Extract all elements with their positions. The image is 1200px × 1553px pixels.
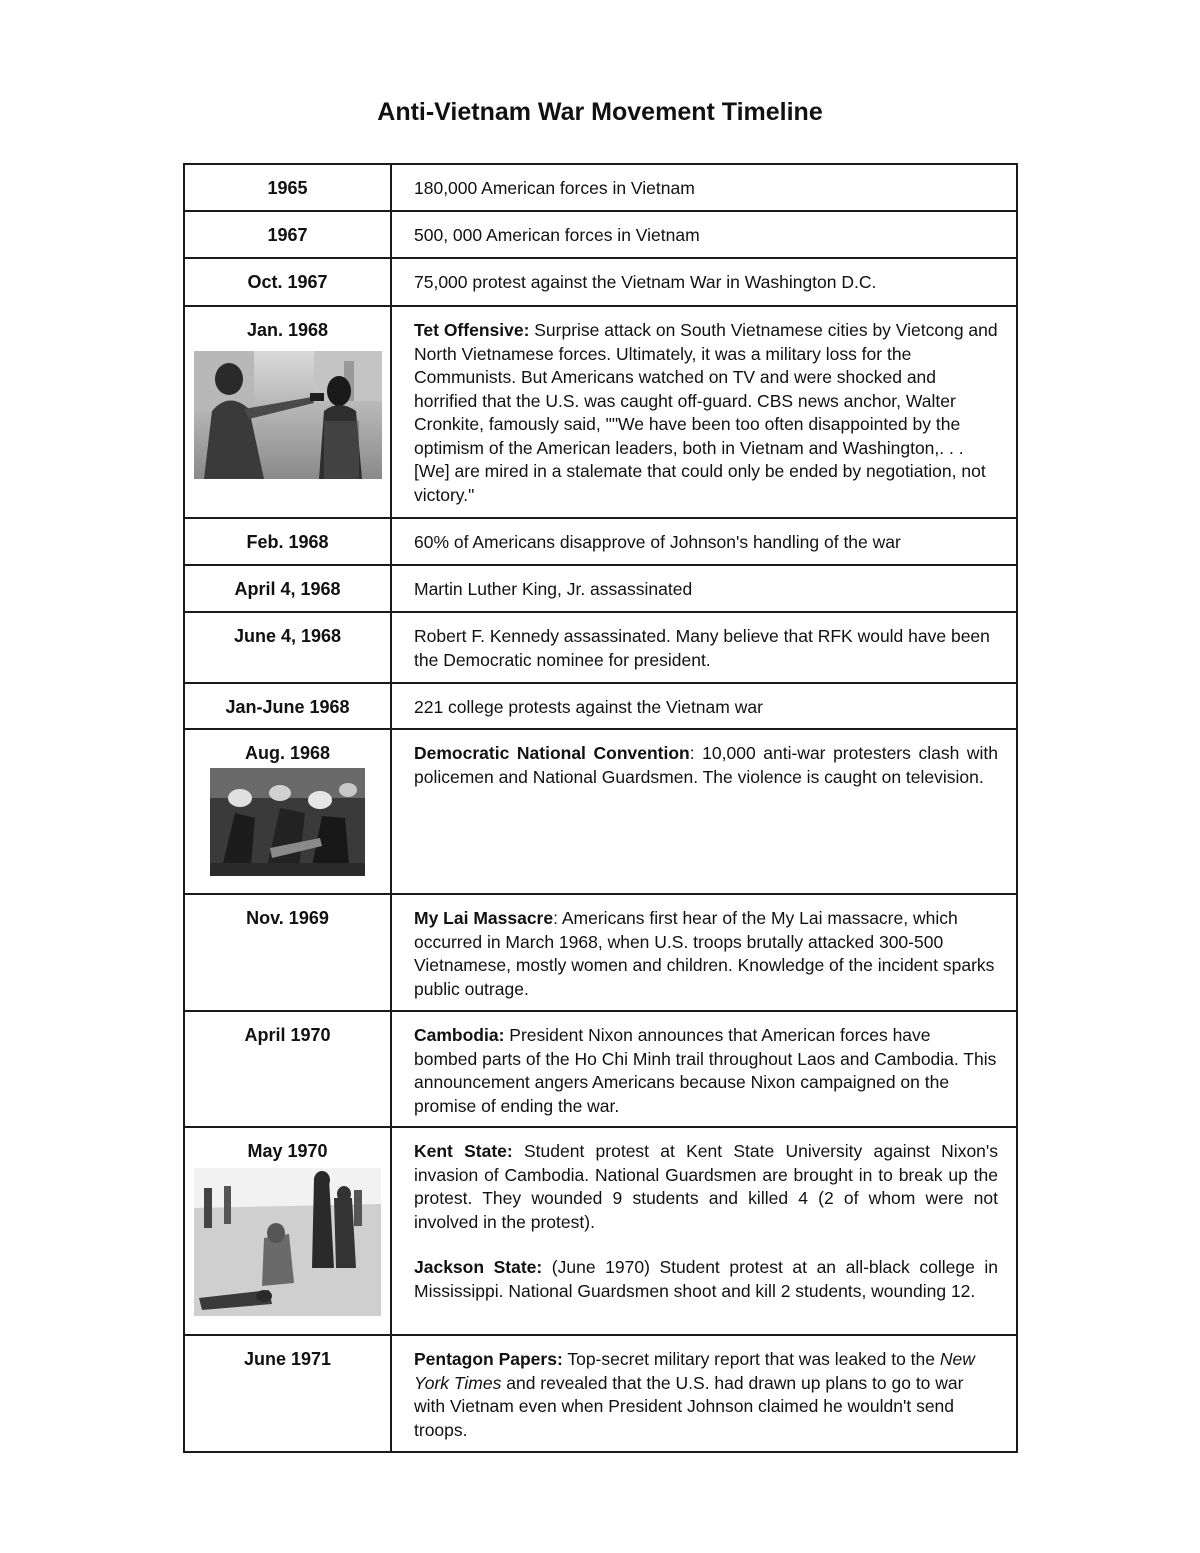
timeline-row: [184, 1127, 1017, 1335]
execution-photo: [194, 351, 382, 479]
page-title: Anti-Vietnam War Movement Timeline: [377, 98, 823, 126]
kent-state-photo: [194, 1168, 381, 1316]
row-event: Robert F. Kennedy assassinated. Many believe that RFK would have been the Democratic nominee for president.: [391, 612, 1017, 683]
event-text: : 10,000 anti-war protesters clash with policemen and National Guardsmen. The violence is caught on television.: [414, 743, 998, 787]
row-event: 500, 000 American forces in Vietnam: [391, 211, 1017, 258]
spacer: [414, 1234, 998, 1256]
timeline-row: [184, 518, 1017, 565]
row-date: June 4, 1968: [184, 612, 391, 683]
timeline-row: [184, 612, 1017, 683]
timeline-row: [184, 565, 1017, 612]
event-text: Surprise attack on South Vietnamese cities by Vietcong and North Vietnamese forces. Ultimately, it was a military loss for the Communists. But Americans watched on TV and were shocked and horrified that the U.S. was caught off-guard. CBS news anchor, Walter Cronkite, famously said, ""We have been too often disappointed by the optimism of the American leaders, both in Vietnam and Washington,. . . [We] are mired in a stalemate that could only be ended by negotiation, not victory.": [414, 320, 998, 505]
event-heading-secondary: Jackson State:: [414, 1257, 543, 1277]
row-date: 1965: [184, 164, 391, 211]
row-date: April 1970: [184, 1011, 391, 1127]
row-date: Oct. 1967: [184, 258, 391, 306]
timeline-row: [184, 1011, 1017, 1127]
event-text: and revealed that the U.S. had drawn up plans to go to war with Vietnam even when President Johnson claimed he wouldn't send troops.: [414, 1372, 964, 1440]
row-event: 221 college protests against the Vietnam war: [391, 683, 1017, 729]
row-date: Aug. 1968: [244, 743, 331, 763]
event-heading: Tet Offensive:: [414, 320, 530, 340]
timeline-row: [184, 211, 1017, 258]
event-text-secondary: (June 1970) Student protest at an all-black college in Mississippi. National Guardsmen shoot and kill 2 students, wounding 12.: [414, 1257, 998, 1301]
event-heading: Kent State:: [414, 1141, 513, 1161]
event-text: : Americans first hear of the My Lai massacre, which occurred in March 1968, when U.S. troops brutally attacked 300-500 Vietnamese, mostly women and children. Knowledge of the incident sparks public outrage.: [414, 908, 995, 999]
timeline-row: [184, 729, 1017, 894]
timeline-row: [184, 306, 1017, 518]
event-heading: Democratic National Convention: [414, 743, 690, 763]
row-date: April 4, 1968: [184, 565, 391, 612]
timeline-row: [184, 1335, 1017, 1452]
row-event: Martin Luther King, Jr. assassinated: [391, 565, 1017, 612]
row-date: Jan-June 1968: [184, 683, 391, 729]
row-date: Feb. 1968: [184, 518, 391, 565]
newspaper-name: New York Times: [414, 1349, 975, 1393]
event-heading: My Lai Massacre: [414, 908, 554, 928]
row-date: Jan. 1968: [246, 320, 329, 340]
row-date: Nov. 1969: [184, 894, 391, 1011]
timeline-row: [184, 894, 1017, 1011]
timeline-row: [184, 258, 1017, 306]
row-date: June 1971: [184, 1335, 391, 1452]
event-text: Student protest at Kent State University against Nixon's invasion of Cambodia. National Guardsmen are brought in to break up the protest. They wounded 9 students and killed 4 (2 of whom were not involved in the protest).: [414, 1141, 998, 1232]
timeline-row: [184, 683, 1017, 729]
event-text-pre: Top-secret military report that was leaked to the: [562, 1349, 940, 1369]
timeline-row: [184, 164, 1017, 211]
event-text: President Nixon announces that American forces have bombed parts of the Ho Chi Minh trail throughout Laos and Cambodia. This announcement angers Americans because Nixon campaigned on the promise of ending the war.: [414, 1025, 997, 1116]
event-heading: Pentagon Papers:: [414, 1349, 563, 1369]
convention-photo: [210, 768, 365, 876]
row-event: 75,000 protest against the Vietnam War in Washington D.C.: [391, 258, 1017, 306]
row-date: 1967: [184, 211, 391, 258]
event-heading: Cambodia:: [414, 1025, 505, 1045]
row-date: May 1970: [247, 1141, 328, 1161]
timeline-table: [183, 163, 1018, 1453]
row-event: 180,000 American forces in Vietnam: [391, 164, 1017, 211]
row-event: 60% of Americans disapprove of Johnson's handling of the war: [391, 518, 1017, 565]
